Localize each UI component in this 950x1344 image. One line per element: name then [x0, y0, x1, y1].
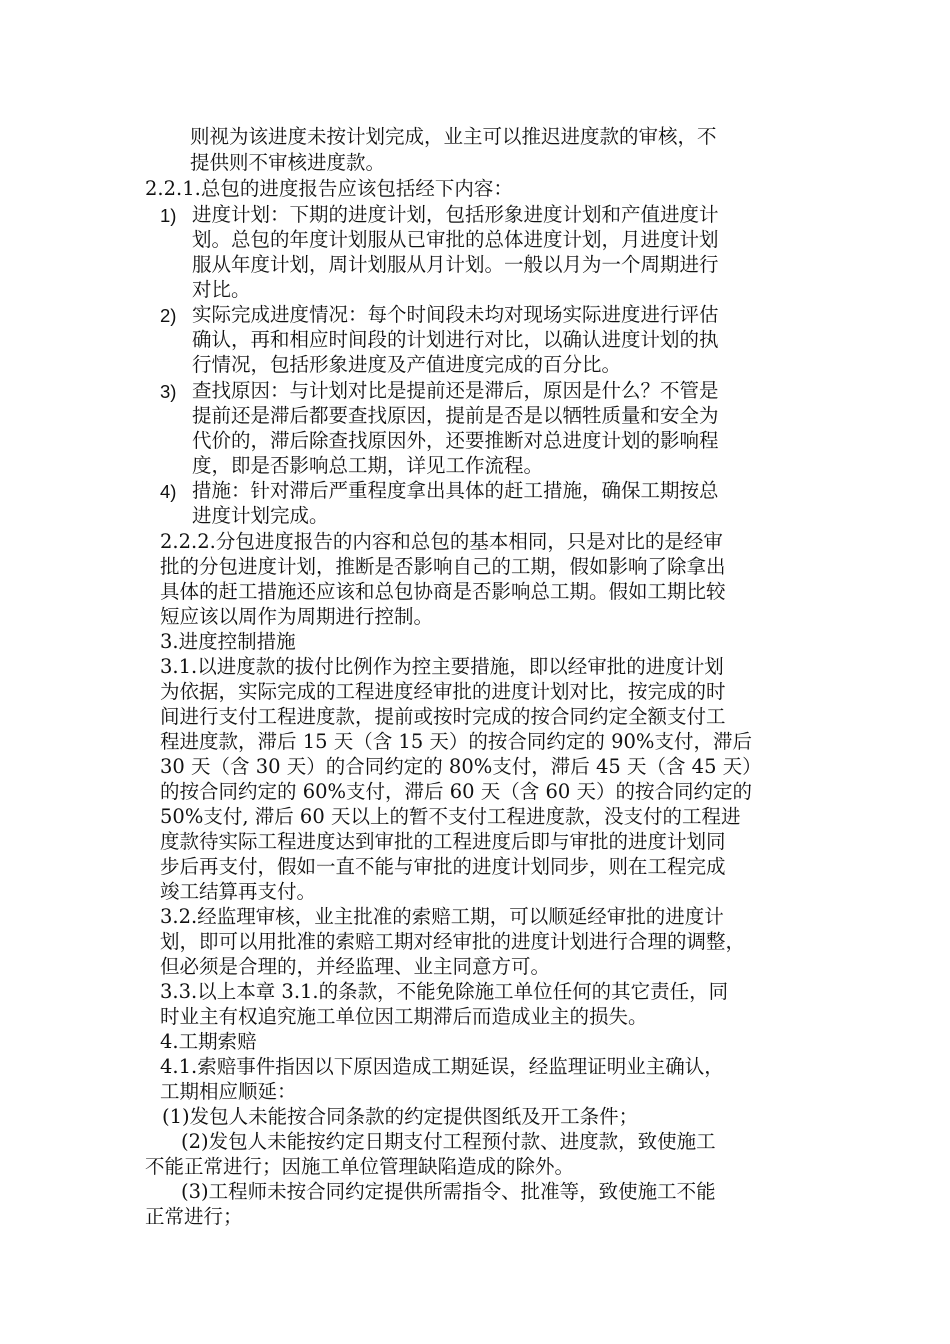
item-3-line-1: (3)工程师未按合同约定提供所需指令、批准等，致使施工不能 [181, 1180, 716, 1203]
para-2-2-2-line-3: 具体的赶工措施还应该和总包协商是否影响总工期。假如工期比较 [160, 580, 726, 603]
list-item-1-line-2: 划。总包的年度计划服从已审批的总体进度计划，月进度计划 [192, 228, 719, 251]
list-item-3-line-4: 度，即是否影响总工期，详见工作流程。 [192, 454, 544, 477]
heading-4: 4.工期索赔 [160, 1030, 257, 1053]
list-item-1-line-4: 对比。 [192, 278, 251, 301]
list-number-1: 1) [160, 205, 177, 226]
list-item-1-line-1: 进度计划：下期的进度计划，包括形象进度计划和产值进度计 [192, 203, 719, 226]
list-item-3-line-2: 提前还是滞后都要查找原因，提前是否是以牺牲质量和安全为 [192, 404, 719, 427]
para-3-1-line-7: 50%支付, 滞后 60 天以上的暂不支付工程进度款，没支付的工程进 [160, 805, 741, 828]
para-3-2-line-3: 但必须是合理的，并经监理、业主同意方可。 [160, 955, 551, 978]
list-number-2: 2) [160, 305, 177, 326]
list-item-2-line-2: 确认，再和相应时间段的计划进行对比，以确认进度计划的执 [192, 328, 719, 351]
para-3-1-line-10: 竣工结算再支付。 [160, 880, 317, 903]
para-3-1-line-3: 间进行支付工程进度款，提前或按时完成的按合同约定全额支付工 [160, 705, 726, 728]
para-3-1-line-5: 30 天（含 30 天）的合同约定的 80%支付，滞后 45 天（含 45 天） [160, 755, 762, 778]
heading-2-2-1: 2.2.1.总包的进度报告应该包括经下内容： [145, 177, 513, 200]
intro-line-1: 则视为该进度未按计划完成，业主可以推迟进度款的审核，不 [190, 125, 717, 148]
item-2-line-2: 不能正常进行；因施工单位管理缺陷造成的除外。 [145, 1155, 575, 1178]
para-3-1-line-1: 3.1.以进度款的拔付比例作为控主要措施，即以经审批的进度计划 [160, 655, 724, 678]
para-2-2-2-line-4: 短应该以周作为周期进行控制。 [160, 605, 434, 628]
para-3-1-line-2: 为依据，实际完成的工程进度经审批的进度计划对比，按完成的时 [160, 680, 726, 703]
list-item-4-line-2: 进度计划完成。 [192, 504, 329, 527]
item-2-line-1: (2)发包人未能按约定日期支付工程预付款、进度款，致使施工 [181, 1130, 716, 1153]
para-3-3-line-1: 3.3.以上本章 3.1.的条款，不能免除施工单位任何的其它责任，同 [160, 980, 729, 1003]
list-item-2-line-3: 行情况，包括形象进度及产值进度完成的百分比。 [192, 353, 622, 376]
para-3-1-line-4: 程进度款，滞后 15 天（含 15 天）的按合同约定的 90%支付，滞后 [160, 730, 752, 753]
list-item-3-line-3: 代价的，滞后除查找原因外，还要推断对总进度计划的影响程 [192, 429, 719, 452]
para-3-3-line-2: 时业主有权追究施工单位因工期滞后而造成业主的损失。 [160, 1005, 648, 1028]
para-3-2-line-2: 划，即可以用批准的索赔工期对经审批的进度计划进行合理的调整， [160, 930, 746, 953]
intro-line-2: 提供则不审核进度款。 [190, 151, 386, 174]
item-3-line-2: 正常进行； [145, 1205, 243, 1228]
list-number-3: 3) [160, 381, 177, 402]
para-3-1-line-8: 度款待实际工程进度达到审批的工程进度后即与审批的进度计划同 [160, 830, 726, 853]
list-item-2-line-1: 实际完成进度情况：每个时间段未均对现场实际进度进行评估 [192, 303, 719, 326]
para-3-1-line-9: 步后再支付，假如一直不能与审批的进度计划同步，则在工程完成 [160, 855, 726, 878]
list-item-4-line-1: 措施：针对滞后严重程度拿出具体的赶工措施，确保工期按总 [192, 479, 719, 502]
para-4-1-line-2: 工期相应顺延： [160, 1080, 297, 1103]
para-3-1-line-6: 的按合同约定的 60%支付，滞后 60 天（含 60 天）的按合同约定的 [160, 780, 752, 803]
list-item-1-line-3: 服从年度计划，周计划服从月计划。一般以月为一个周期进行 [192, 253, 719, 276]
para-2-2-2-line-2: 批的分包进度计划，推断是否影响自己的工期，假如影响了除拿出 [160, 555, 726, 578]
heading-3: 3.进度控制措施 [160, 630, 296, 653]
para-4-1-line-1: 4.1.索赔事件指因以下原因造成工期延误，经监理证明业主确认， [160, 1055, 724, 1078]
para-3-2-line-1: 3.2.经监理审核，业主批准的索赔工期，可以顺延经审批的进度计 [160, 905, 724, 928]
para-2-2-2-line-1: 2.2.2.分包进度报告的内容和总包的基本相同，只是对比的是经审 [160, 530, 723, 553]
list-item-3-line-1: 查找原因：与计划对比是提前还是滞后，原因是什么？不管是 [192, 379, 719, 402]
list-number-4: 4) [160, 481, 177, 502]
item-1-line: (1)发包人未能按合同条款的约定提供图纸及开工条件； [162, 1105, 639, 1128]
